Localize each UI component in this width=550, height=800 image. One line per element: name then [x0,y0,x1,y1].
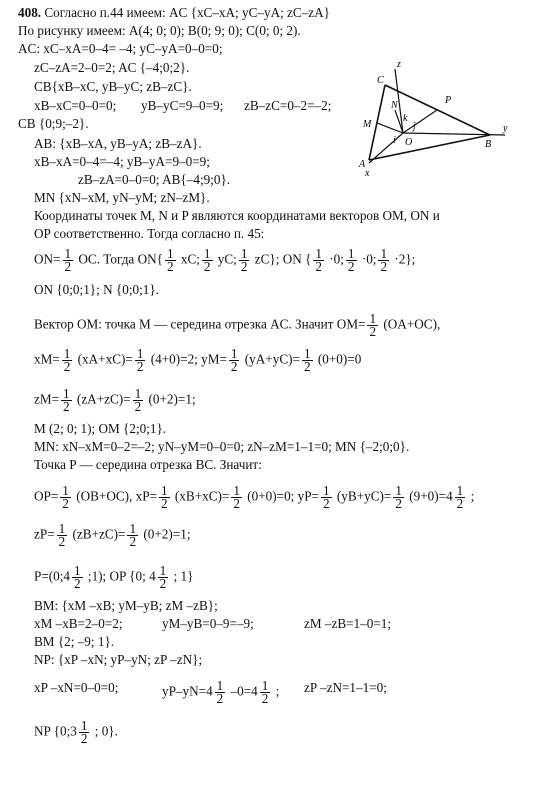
num: 1 [80,718,88,733]
text: Вектор OM: точка M — середина отрезка AC. Значит OM= [34,316,366,332]
num: 1 [315,246,322,261]
line-7: AB: {xB–xA, yB–yA; zB–zA}. [34,136,202,151]
vector-om [377,123,403,133]
den: 2 [166,259,174,274]
line-24: BM: {xM –xB; yM–yB; zM –zB}; [34,598,218,613]
den: 2 [63,399,70,414]
text: (0+2)=1; [140,526,191,542]
text: OC. Тогда ON{ [75,251,163,267]
den: 2 [74,576,81,591]
fraction [367,313,378,338]
num: 1 [456,483,464,498]
text: (xB+xC)= [171,488,230,504]
den: 2 [261,691,269,706]
line-1: По рисунку имеем: A(4; 0; 0); B(0; 9; 0); C(0; 0; 2). [18,23,301,38]
text: (9+0)=4 [405,488,453,504]
num: 1 [303,346,311,361]
den: 2 [380,259,388,274]
text: ON= [34,251,61,267]
num: 1 [347,246,355,261]
text: xC; [177,251,200,267]
text: zP= [34,526,55,542]
den: 2 [161,496,168,511]
label-p: P [445,95,452,106]
num: 1 [166,246,174,261]
num: 1 [63,386,70,401]
line-29 [34,720,118,745]
fraction [321,485,332,510]
fraction [133,388,144,413]
line-5c: zB–zC=0–2=–2; [244,98,332,113]
den: 2 [395,496,402,511]
text: ;1); OP {0; 4 [84,568,156,584]
line-6: CB {0;9;–2}. [18,116,89,131]
text: zM –zB=1–0=1; [304,616,392,631]
line-16 [34,348,361,373]
den: 2 [64,259,72,274]
line-28-mid [162,680,279,705]
label-m: M [363,119,372,130]
den: 2 [58,534,66,549]
fraction [62,348,73,373]
line-5b: yB–yC=9–0=9; [141,98,224,113]
fraction [229,348,240,373]
text: ; 1} [170,568,194,584]
fraction [63,248,74,273]
text: xM= [34,351,60,367]
text: yC; [214,251,237,267]
text: (OA+OC), [380,316,441,332]
text: ·0; [358,251,377,267]
fraction [57,523,68,548]
num: 1 [233,483,240,498]
label-o: O [405,137,413,148]
fraction [313,248,324,273]
coordinate-figure [355,55,515,180]
den: 2 [323,496,330,511]
fraction [61,388,72,413]
line-25 [34,616,392,632]
line-18: M (2; 0; 1); OM {2;0;1}. [34,421,167,436]
label-c: C [377,75,384,86]
num: 1 [380,246,388,261]
den: 2 [303,359,311,374]
line-19: MN: xN–xM=0–2=–2; yN–yM=0–0=0; zN–zM=1–1=0; MN {–2;0;0}. [34,439,410,454]
text: zC}; ON { [251,251,312,267]
line-21 [34,485,474,510]
num: 1 [159,563,167,578]
text: OP= [34,488,59,504]
line-27: NP: {xP –xN; yP–yN; zP –zN}; [34,652,203,667]
num: 1 [369,311,377,326]
line-12: OP соответственно. Тогда согласно п. 45: [34,226,265,241]
line-11: Координаты точек M, N и P являются координатами векторов OM, ON и [34,208,440,223]
num: 1 [230,346,238,361]
label-z: z [397,59,401,70]
num: 1 [395,483,402,498]
line-22 [34,523,190,548]
label-j: j [413,121,416,132]
text: ; [272,683,280,699]
text: P=(0;4 [34,568,71,584]
problem-intro: Согласно п.44 имеем: AC {xC–xA; yC–yA; zC–zA} [41,5,331,20]
label-i: i [393,135,396,146]
fraction [302,348,313,373]
den: 2 [136,359,144,374]
problem-number: 408. [18,5,42,20]
den: 2 [134,399,142,414]
den: 2 [347,259,355,274]
line-5 [34,98,332,114]
text: (0+2)=1; [145,391,196,407]
den: 2 [240,259,248,274]
label-y: y [503,123,508,134]
num: 1 [216,678,224,693]
fraction [60,485,71,510]
line-17 [34,388,196,413]
fraction [346,248,357,273]
text: ·0; [325,251,344,267]
text: (xA+xC)= [74,351,133,367]
text: yM–yB=0–9=–9; [162,616,254,631]
label-k: k [403,113,408,124]
fraction [231,485,242,510]
text: NP {0;3 [34,723,77,739]
line-26: BM {2; –9; 1}. [34,634,115,649]
text: (0+0)=0; yP= [243,488,319,504]
fraction [135,348,146,373]
fraction [158,565,169,590]
den: 2 [216,691,224,706]
text: xP –xN=0–0=0; [34,680,119,695]
text: ; [467,488,475,504]
text: (4+0)=2; yM= [147,351,227,367]
line-23 [34,565,193,590]
line-4: CB{xB–xC, yB–yC; zB–zC}. [34,79,192,94]
den: 2 [203,259,211,274]
fraction [393,485,404,510]
den: 2 [315,259,322,274]
text: (yB+yC)= [333,488,392,504]
text: zM= [34,391,60,407]
den: 2 [456,496,464,511]
den: 2 [369,324,377,339]
fraction [455,485,466,510]
text: (yA+yC)= [241,351,300,367]
text: (zA+zC)= [73,391,131,407]
num: 1 [134,386,142,401]
line-28 [34,678,387,706]
line-5a: xB–xC=0–0=0; [34,98,117,113]
label-b: B [485,139,492,150]
num: 1 [203,246,211,261]
fraction [378,248,389,273]
fraction [165,248,176,273]
num: 1 [261,678,269,693]
line-10: MN {xN–xM, yN–yM; zN–zM}. [34,190,210,205]
num: 1 [62,483,69,498]
line-8: xB–xA=0–4=–4; yB–yA=9–0=9; [34,154,210,169]
line-13 [34,248,415,273]
text: –0=4 [227,683,258,699]
num: 1 [129,521,137,536]
den: 2 [233,496,240,511]
line-14: ON {0;0;1}; N {0;0;1}. [34,282,159,297]
den: 2 [159,576,167,591]
line-3: zC–zA=2–0=2; AC {–4;0;2}. [34,60,190,75]
line-15 [34,313,440,338]
label-a: A [359,159,366,170]
text: (OB+OC), xP= [72,488,158,504]
edge-ca [369,85,385,160]
num: 1 [64,246,72,261]
num: 1 [63,346,71,361]
fraction [159,485,170,510]
fraction [215,680,226,705]
text: yP–yN=4 [162,683,213,699]
text: (zB+zC)= [69,526,126,542]
num: 1 [323,483,330,498]
den: 2 [80,731,88,746]
num: 1 [240,246,248,261]
problem-header [18,5,330,21]
fraction [202,248,213,273]
fraction [239,248,250,273]
num: 1 [136,346,144,361]
line-20: Точка P — середина отрезка BC. Значит: [34,457,262,472]
text: ·2}; [391,251,416,267]
vector-op [403,110,437,133]
den: 2 [129,534,137,549]
line-9: zB–zA=0–0=0; AB{–4;9;0}. [78,172,231,187]
line-2: AC: xC–xA=0–4= –4; yC–yA=0–0=0; [18,41,223,56]
fraction [127,523,138,548]
num: 1 [74,563,81,578]
num: 1 [161,483,168,498]
fraction [72,565,83,590]
text: ; 0}. [91,723,118,739]
num: 1 [58,521,66,536]
label-x: x [365,168,370,179]
fraction [260,680,271,705]
den: 2 [63,359,71,374]
den: 2 [62,496,69,511]
fraction [79,720,90,745]
text: xM –xB=2–0=2; [34,616,123,631]
text: (0+0)=0 [314,351,362,367]
text: zP –zN=1–1=0; [304,680,387,695]
den: 2 [230,359,238,374]
label-n: N [391,100,398,111]
